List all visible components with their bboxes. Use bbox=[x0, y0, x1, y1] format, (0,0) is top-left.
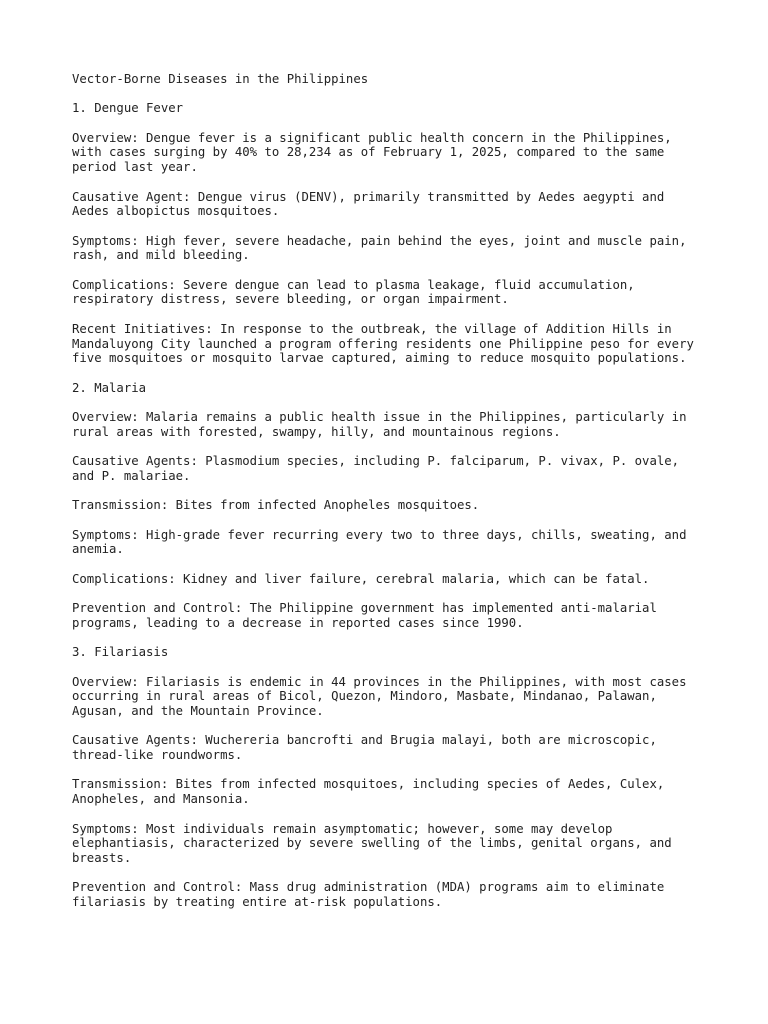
malaria-causative-agents-paragraph: Causative Agents: Plasmodium species, including P. falciparum, P. vivax, P. ovale, and P. malariae. bbox=[72, 454, 680, 483]
filariasis-symptoms-paragraph: Symptoms: Most individuals remain asymptomatic; however, some may develop elephantiasis, characterized by severe swelling of the limbs, genital organs, and breasts. bbox=[72, 821, 672, 865]
document-title: Vector-Borne Diseases in the Philippines bbox=[72, 72, 369, 86]
malaria-overview-paragraph: Overview: Malaria remains a public health issue in the Philippines, particularly in rural areas with forested, swampy, hilly, and mountainous regions. bbox=[72, 410, 687, 439]
malaria-transmission-paragraph: Transmission: Bites from infected Anopheles mosquitoes. bbox=[72, 498, 480, 513]
filariasis-causative-agents-paragraph: Causative Agents: Wuchereria bancrofti and Brugia malayi, both are microscopic, thread-like roundworms. bbox=[72, 733, 657, 763]
section-filariasis bbox=[72, 645, 708, 910]
section-dengue-fever bbox=[72, 101, 708, 366]
malaria-symptoms-paragraph: Symptoms: High-grade fever recurring every two to three days, chills, sweating, and anemia. bbox=[72, 527, 687, 557]
section-heading: 3. Filariasis bbox=[72, 645, 169, 660]
dengue-overview-paragraph: Overview: Dengue fever is a significant public health concern in the Philippines, with cases surging by 40% to 28,234 as of February 1, 2025, compared to the same period last year. bbox=[72, 130, 672, 175]
dengue-recent-initiatives-paragraph: Recent Initiatives: In response to the outbreak, the village of Addition Hills in Mandaluyong City launched a program offering residents one Philippine peso for every five mosquitoes or mosquito larvae captured, aiming to reduce mosquito populations. bbox=[72, 321, 694, 366]
dengue-complications-paragraph: Complications: Severe dengue can lead to plasma leakage, fluid accumulation, respiratory distress, severe bleeding, or organ impairment. bbox=[72, 277, 635, 307]
malaria-prevention-paragraph: Prevention and Control: The Philippine government has implemented anti-malarial programs, leading to a decrease in reported cases since 1990. bbox=[72, 601, 657, 630]
filariasis-transmission-paragraph: Transmission: Bites from infected mosquitoes, including species of Aedes, Culex, Anopheles, and Mansonia. bbox=[72, 777, 665, 807]
section-malaria bbox=[72, 381, 708, 631]
dengue-causative-agent-paragraph: Causative Agent: Dengue virus (DENV), primarily transmitted by Aedes aegypti and Aedes albopictus mosquitoes. bbox=[72, 189, 665, 219]
section-heading: 2. Malaria bbox=[72, 380, 147, 395]
dengue-symptoms-paragraph: Symptoms: High fever, severe headache, pain behind the eyes, joint and muscle pain, rash, and mild bleeding. bbox=[72, 233, 687, 263]
malaria-complications-paragraph: Complications: Kidney and liver failure, cerebral malaria, which can be fatal. bbox=[72, 571, 650, 586]
filariasis-prevention-paragraph: Prevention and Control: Mass drug administration (MDA) programs aim to eliminate filariasis by treating entire at-risk populations. bbox=[72, 880, 665, 910]
filariasis-overview-paragraph: Overview: Filariasis is endemic in 44 provinces in the Philippines, with most cases occurring in rural areas of Bicol, Quezon, Mindoro, Masbate, Mindanao, Palawan, Agusan, and the Mountain Province. bbox=[72, 674, 687, 718]
section-heading: 1. Dengue Fever bbox=[72, 101, 184, 116]
